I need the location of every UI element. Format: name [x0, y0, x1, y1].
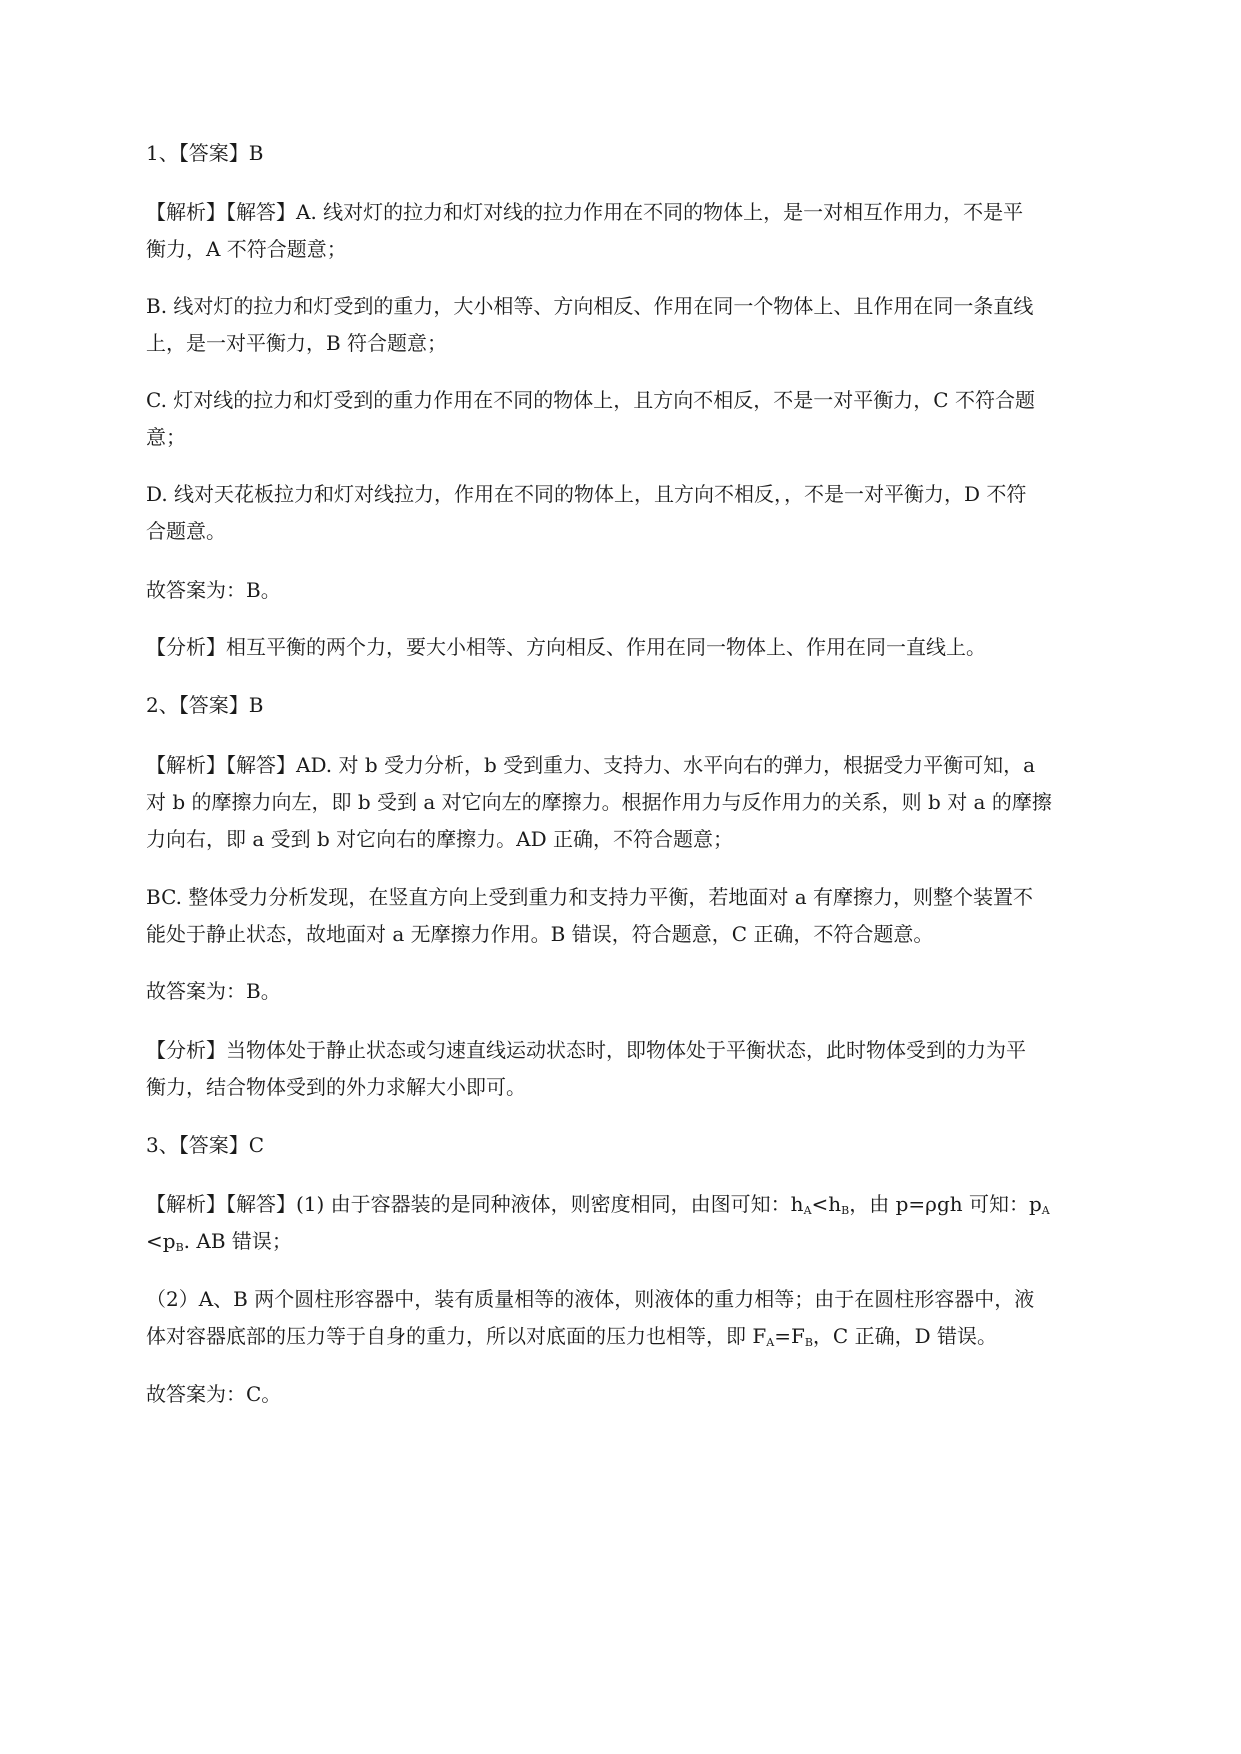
q3-analysis-1: 【解析】【解答】(1) 由于容器装的是同种液体，则密度相同，由图可知：$h_A<h_B$，由 p=ρgh 可知：$p_A$ $<p_B$. AB 错误；: [146, 1192, 1050, 1254]
q1-conclusion: 故答案为：B。: [146, 578, 281, 602]
q3-analysis-2: （2）A、B 两个圆柱形容器中，装有质量相等的液体，则液体的重力相等；由于在圆柱形容器中，液 体对容器底部的压力等于自身的重力，所以对底面的压力也相等，即 $F_A=F_B$，C 正确，D 错误。: [146, 1287, 1035, 1349]
q2-answer: 2、【答案】B: [146, 693, 264, 717]
q1-analysis-a: 【解析】【解答】A. 线对灯的拉力和灯对线的拉力作用在不同的物体上，是一对相互作用力，不是平 衡力，A 不符合题意；: [146, 200, 1024, 261]
q2-analysis-ad: 【解析】【解答】AD. 对 b 受力分析，b 受到重力、支持力、水平向右的弹力，根据受力平衡可知，a 对 b 的摩擦力向左，即 b 受到 a 对它向左的摩擦力。根据作用力与反作用力的关系，则 b 对 a 的摩擦 力向右，即 a 受到 b 对它向右的摩擦力。AD 正确，不符合题意；: [146, 753, 1052, 851]
q1-option-b: B. 线对灯的拉力和灯受到的重力，大小相等、方向相反、作用在同一个物体上、且作用在同一条直线 上，是一对平衡力，B 符合题意；: [146, 294, 1034, 355]
q1-option-d: D. 线对天花板拉力和灯对线拉力，作用在不同的物体上，且方向不相反，，不是一对平衡力，D 不符 合题意。: [146, 482, 1027, 543]
q3-conclusion: 故答案为：C。: [146, 1382, 282, 1406]
q1-summary: 【分析】相互平衡的两个力，要大小相等、方向相反、作用在同一物体上、作用在同一直线上。: [146, 635, 986, 659]
q3-answer: 3、【答案】C: [146, 1133, 265, 1157]
q2-summary: 【分析】当物体处于静止状态或匀速直线运动状态时，即物体处于平衡状态，此时物体受到的力为平 衡力，结合物体受到的外力求解大小即可。: [146, 1038, 1026, 1099]
q1-answer: 1、【答案】B: [146, 141, 264, 165]
q1-option-c: C. 灯对线的拉力和灯受到的重力作用在不同的物体上，且方向不相反，不是一对平衡力，C 不符合题 意；: [146, 388, 1035, 449]
q2-conclusion: 故答案为：B。: [146, 979, 281, 1003]
q2-analysis-bc: BC. 整体受力分析发现，在竖直方向上受到重力和支持力平衡，若地面对 a 有摩擦力，则整个装置不 能处于静止状态，故地面对 a 无摩擦力作用。B 错误，符合题意，C 正确，不符合题意。: [146, 885, 1034, 946]
